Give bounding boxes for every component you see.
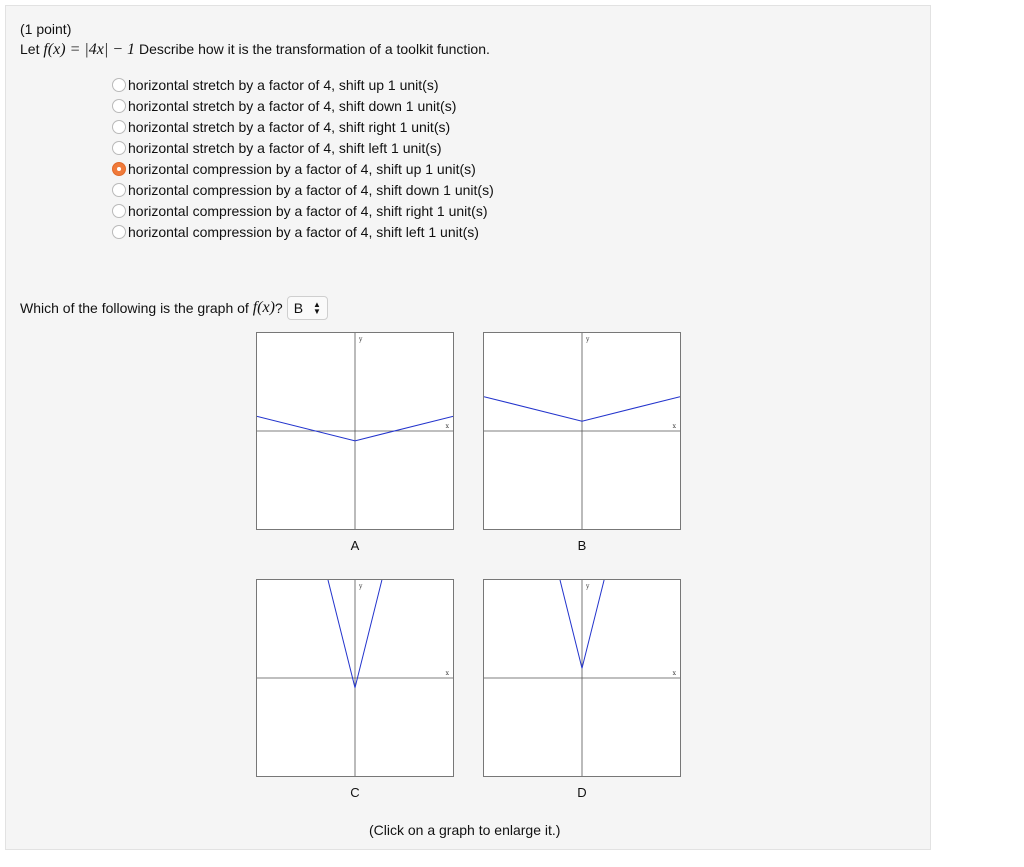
option-label: horizontal stretch by a factor of 4, shift right 1 unit(s) [128,118,451,135]
points-label: (1 point) [20,21,72,37]
radio-button[interactable] [112,141,126,155]
radio-button[interactable] [112,78,126,92]
prompt-tail: Describe how it is the transformation of a toolkit function. [138,41,490,57]
radio-button[interactable] [112,120,126,134]
option-6[interactable] [112,200,494,221]
graph-c-canvas [257,580,453,776]
radio-button[interactable] [112,162,126,176]
graph-a-y-label: y [359,336,363,343]
option-5[interactable] [112,179,494,200]
graph-b-y-label: y [586,336,590,343]
graph-c-label: C [350,785,360,800]
graph-c-y-label: y [359,583,363,590]
graph-c-x-label: x [445,670,449,677]
select-value: B [293,300,304,316]
option-label: horizontal stretch by a factor of 4, shift down 1 unit(s) [128,97,457,114]
radio-button[interactable] [112,183,126,197]
prompt-lead: Let [20,41,40,57]
graph-d-x-label: x [672,670,676,677]
graph-b-x-label: x [672,423,676,430]
graph-question-lead: Which of the following is the graph of [20,300,249,316]
graph-answer-select[interactable] [287,296,328,320]
function-expression: f(x) = |4x| − 1 [43,41,136,58]
option-7[interactable] [112,221,494,242]
graph-question [20,296,328,320]
graph-a-x-label: x [445,423,449,430]
graph-c[interactable] [256,579,454,777]
option-0[interactable] [112,74,494,95]
graph-question-func: f(x) [252,299,275,316]
graph-d-label: D [577,785,587,800]
answer-options [112,74,494,242]
graph-b[interactable] [483,332,681,530]
graph-a-label: A [350,538,360,553]
radio-button[interactable] [112,99,126,113]
question-prompt [20,41,490,59]
graph-b-canvas [484,333,680,529]
problem-panel [5,5,931,850]
radio-button[interactable] [112,204,126,218]
graph-question-tail: ? [274,300,283,316]
option-label: horizontal compression by a factor of 4, shift up 1 unit(s) [128,160,476,177]
option-4[interactable] [112,158,494,179]
graph-d[interactable] [483,579,681,777]
graph-a[interactable] [256,332,454,530]
radio-button[interactable] [112,225,126,239]
enlarge-hint: (Click on a graph to enlarge it.) [369,822,561,838]
option-label: horizontal compression by a factor of 4, shift left 1 unit(s) [128,223,479,240]
graph-d-y-label: y [586,583,590,590]
option-label: horizontal compression by a factor of 4, shift right 1 unit(s) [128,202,488,219]
graph-d-canvas [484,580,680,776]
option-2[interactable] [112,116,494,137]
option-label: horizontal stretch by a factor of 4, shift left 1 unit(s) [128,139,442,156]
option-1[interactable] [112,95,494,116]
chevron-updown-icon: ▲ ▼ [313,300,321,316]
graph-b-label: B [577,538,587,553]
option-label: horizontal compression by a factor of 4, shift down 1 unit(s) [128,181,494,198]
option-3[interactable] [112,137,494,158]
graph-a-canvas [257,333,453,529]
option-label: horizontal stretch by a factor of 4, shift up 1 unit(s) [128,76,439,93]
